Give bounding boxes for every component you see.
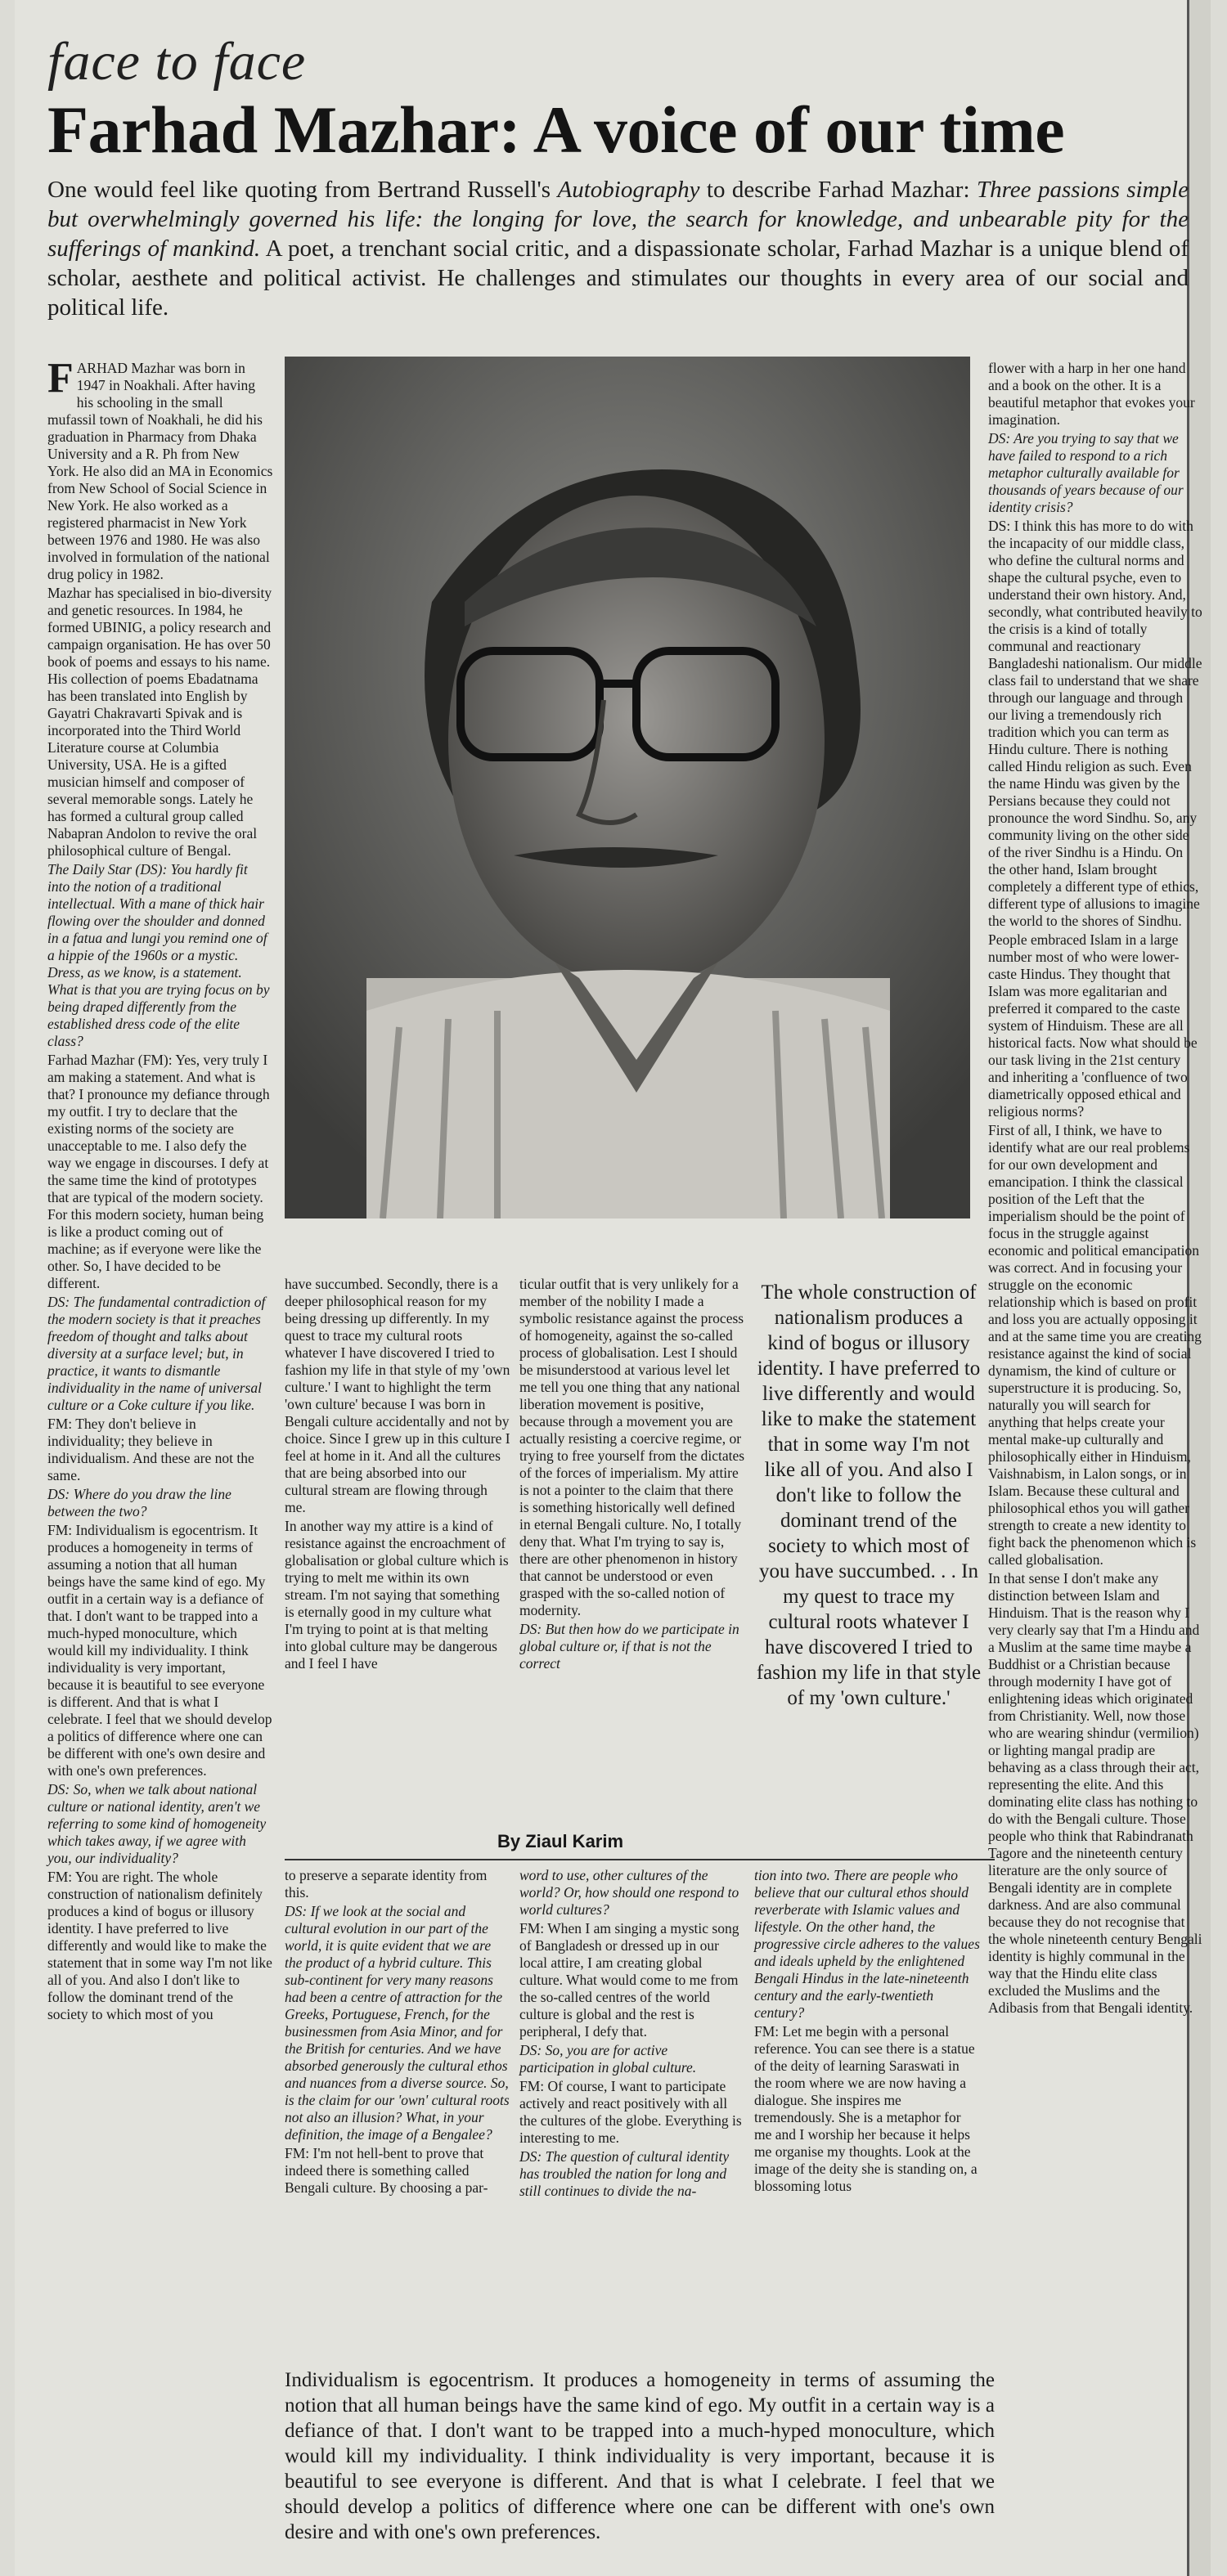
intro-mid: to describe Farhad Mazhar: (699, 177, 977, 203)
answer: to preserve a separate identity from this. (285, 1867, 488, 1901)
answer: FM: They don't believe in individuality; they believe in individualism. And these are not the same. (47, 1416, 254, 1483)
column-3-top (519, 1276, 745, 1674)
question: DS: If we look at the social and cultural evolution in our part of the world, it is quite evident that we are the product of a hybrid culture. This sub-continent for very many reasons had been a centre of attraction for the Greeks, Portuguese, French, for the businessmen from Asia Minor, and for the British for centuries. And we have absorbed generously the cultural ethos and nuances from a diverse source. So, is the claim for our 'own' cultural roots not also an illusion? What, in your definition, the image of a Bengalee? (285, 1903, 510, 2143)
question: DS: But then how do we participate in global culture or, if that is not the correct (519, 1621, 739, 1672)
answer: People embraced Islam in a large number most of who were lower-caste Hindus. They thought that Islam was more egalitarian and preferred it compared to the caste system of Hinduism. These are all historical facts. Now what should be our task living in the 21st century and inheriting a 'confluence of two diametrically opposed ethical and religious norms? (988, 931, 1198, 1120)
question: DS: The fundamental contradiction of the modern society is that it preaches freedom of thought and talks about diversity at a surface level; but, in practice, it wants to dismantle individuality in the name of universal culture or a Coke culture if you like. (47, 1294, 266, 1413)
question: The Daily Star (DS): You hardly fit into the notion of a traditional intellectual. With a mane of thick hair flowing over the shoulder and donned in a fatua and lungi you remind one of a hippie of the 1960s or a mystic. Dress, as we know, is a statement. What is that you are trying focus on by being draped differently from the established dress code of the elite class? (47, 861, 270, 1049)
question: DS: Where do you draw the line between the two? (47, 1486, 231, 1519)
headline: Farhad Mazhar: A voice of our time (47, 92, 1065, 167)
question: DS: So, you are for active participation in global culture. (519, 2042, 697, 2076)
newspaper-page (15, 0, 1211, 2576)
drop-cap: F (47, 355, 74, 402)
intro-book-title: Autobiography (557, 177, 700, 203)
column-2-top (285, 1276, 510, 1674)
answer: have succumbed. Secondly, there is a deeper philosophical reason for my being dressing up differently. In my quest to trace my cultural roots whatever I have discovered I tried to fashion my life in that style of my 'own culture.' I want to highlight the term 'own culture' because I was born in Bengali culture accidentally and not by choice. Since I grew up in this culture I feel at home in it. And all the cultures that are being absorbed into our cultural stream are flowing through me. (285, 1276, 510, 1515)
intro-lead: One would feel like quoting from Bertrand Russell's (47, 177, 558, 203)
section-kicker: face to face (47, 32, 307, 92)
answer: ticular outfit that is very unlikely for a member of the nobility I made a symbolic resistance against the process of homogeneity, against the so-called process of globalisation. Lest I should be misunderstood at various level let me tell you one thing that any national liberation movement is positive, because through a movement you are actually resisting a coercive regime, or trying to free yourself from the dictates of the forces of imperialism. My attire is not a pointer to the claim that there is something historically well defined in eternal Bengali culture. No, I totally deny that. What I'm trying to say is, there are other phenomenon in history that cannot be understood or even grasped with the so-called notion of modernity. (519, 1276, 745, 1618)
portrait-image (285, 357, 970, 1218)
answer: First of all, I think, we have to identify what are our real problems for our own development and emancipation. I think the classical position of the Left that the imperialism should be the point of focus in the struggle against economic and political emancipation was correct. And in focusing your struggle on the economic relationship which is based on profit and loss you are actually opposing it and at the same time you are creating resistance against the kind of social dynamism, the kind of culture or superstructure it is producing. So, naturally you will search for anything that helps create your mental make-up culturally and philosophically either in Hinduism, Vaishnabism, in Lalon songs, or in Islam. Because these cultural and philosophical ethos you will gather strength to create a new identity to fight back the phenomenon which is called globalisation. (988, 1122, 1202, 1568)
question: DS: The question of cultural identity has troubled the nation for long and still continues to divide the na- (519, 2148, 730, 2199)
column-1 (47, 355, 273, 2025)
answer: In another way my attire is a kind of resistance against the encroachment of globalisation or global culture which is trying to melt me within its own stream. I'm not saying that something is eternally good in my culture what I'm trying to point at is that melting into global culture may be dangerous and I feel I have (285, 1518, 509, 1672)
question: DS: Are you trying to say that we have failed to respond to a rich metaphor culturally available for thousands of years because of our identity crisis? (988, 430, 1184, 515)
column-5 (988, 360, 1202, 2018)
answer: DS: I think this has more to do with the incapacity of our middle class, who define the cultural norms and shape the cultural psyche, even to understand their own history. And, secondly, what contributed heavily to the crisis is a kind of totally communal and reactionary Bangladeshi nationalism. Our middle class fail to understand that we share through our language and through our living a tremendously rich tradition which you can term as Hindu culture. There is nothing called Hindu religion as such. Even the name Hindu was given by the Persians because they could not pronounce the word Sindhu. So, any community living on the other side of the river Sindhu is a Hindu. On the other hand, Islam brought completely a different type of ethics, different type of allusions to imagine the world to the shores of Sindhu. (988, 518, 1202, 929)
bio-paragraph-2: Mazhar has specialised in bio-diversity and genetic resources. In 1984, he formed UBINIG, a policy research and campaign organisation. He has over 50 book of poems and essays to his name. His collection of poems Ebadatnama has been translated into English by Gayatri Chakravarti Spivak and is incorporated into the Third World Literature course at Columbia University, USA. He is a gifted musician himself and composer of several memorable songs. Lately he has formed a cultural group called Nabapran Andolon to revive the oral philosophical culture of Bengal. (47, 585, 272, 859)
intro-quote: Three passions simple but overwhelmingly governed his life: the longing for love, the search for knowledge, and unbearable pity for the sufferings of mankind. (47, 177, 1189, 262)
column-4 (754, 1867, 980, 2197)
column-2-bottom (285, 1867, 510, 2198)
portrait-photo (285, 357, 970, 1218)
pull-quote: The whole construction of nationalism produces a kind of bogus or illusory identity. I have preferred to live differently and would like to make the statement that in some way I'm not like all of you. And also I don't like to follow the dominant trend of the society to which most of you have succumbed. . . In my quest to trace my cultural roots whatever I have discovered I tried to fashion my life in that style of my 'own culture.' (756, 1281, 982, 1709)
question: DS: So, when we talk about national culture or national identity, aren't we referring to some kind of homogeneity which takes away, if we agree with you, our individuality? (47, 1781, 267, 1866)
answer: flower with a harp in her one hand and a book on the other. It is a beautiful metaphor that evokes your imagination. (988, 360, 1195, 428)
bottom-pull-quote: Individualism is egocentrism. It produces a homogeneity in terms of assuming the notion that all human beings have the same kind of ego. My outfit in a certain way is a defiance of that. I don't want to be trapped into a much-hyped monoculture, which would kill my individuality. I think individuality is very important, because it is beautiful to see everyone is different. And that is what I celebrate. I feel that we should develop a politics of difference where one can be different with one's own desire and with one's own preferences. (285, 2369, 995, 2543)
answer: FM: You are right. The whole construction of nationalism definitely produces a kind of bogus or illusory identity. I have preferred to live differently and would like to make the statement that in some way I'm not like all of you. And also I don't like to follow the dominant trend of the society to which most of you (47, 1869, 272, 2022)
answer: FM: I'm not hell-bent to prove that indeed there is something called Bengali culture. By choosing a par- (285, 2145, 488, 2196)
bio-paragraph: FARHAD Mazhar was born in 1947 in Noakhali. After having his schooling in the small mufassil town of Noakhali, he did his graduation in Pharmacy from Dhaka University and a R. Ph from New York. He also did an MA in Economics from New School of Social Science in New York. He also worked as a registered pharmacist in New York between 1976 and 1980. He was also involved in formulation of the national drug policy in 1982. (47, 355, 273, 582)
byline: By Ziaul Karim (497, 1831, 624, 1851)
question: word to use, other cultures of the world? Or, how should one respond to world cultures? (519, 1867, 739, 1918)
question: tion into two. There are people who believe that our cultural ethos should reverberate with Islamic values and lifestyle. On the other hand, the progressive circle adheres to the values and ideals upheld by the enlightened Bengali Hindus in the late-nineteenth century and the early-twentieth century? (754, 1867, 980, 2021)
intro-paragraph (47, 175, 1189, 322)
answer: FM: When I am singing a mystic song of Bangladesh or dressed up in our local attire, I am creating global culture. What would come to me from the so-called centres of the world culture is global and the rest is peripheral, I defy that. (519, 1920, 739, 2040)
answer: FM: Let me begin with a personal reference. You can see there is a statue of the deity of learning Saraswati in the room where we are now having a dialogue. She inspires me tremendously. She is a metaphor for me and I worship her because it helps me organise my thoughts. Look at the image of the deity she is standing on, a blossoming lotus (754, 2023, 978, 2194)
intro-rest: A poet, a trenchant social critic, and a dispassionate scholar, Farhad Mazhar is a unique blend of scholar, aesthete and political activist. He challenges and stimulates our thoughts in every area of our social and political life. (47, 236, 1189, 321)
answer: FM: Individualism is egocentrism. It produces a homogeneity in terms of assuming a notion that all human beings have the same kind of ego. My outfit in a certain way is a defiance of that. I don't want to be trapped into a much-hyped monoculture, which would kill my individuality. I think individuality is very important, because it is beautiful to see everyone is different. And that is what I celebrate. I feel that we should develop a politics of difference where one can be different with one's own desire and with one's own preferences. (47, 1522, 272, 1779)
answer: Farhad Mazhar (FM): Yes, very truly I am making a statement. And what is that? I pronounce my defiance through my outfit. I try to declare that the existing norms of the society are unacceptable to me. I also defy the way we engage in discourses. I defy at the same time the kind of prototypes that are typical of the modern society. For this modern society, human being is like a product coming out of machine; as if everyone were like the other. So, I have decided to be different. (47, 1052, 270, 1291)
answer: In that sense I don't make any distinction between Islam and Hinduism. That is the reason why I very clearly say that I'm a Hindu and a Muslim at the same time maybe a Buddhist or a Christian because through modernity I have got of enlightening ideas which originated from Christianity. Well, now those who are wearing shindur (vermilion) or lighting mangal pradip are behaving as a class through their act, representing the elite. And this dominating elite class has nothing to do with the Bengali culture. Those people who think that Rabindranath Tagore and the nineteenth century literature are the only source of Bengali identity are in complete darkness. And are also communal because they do not recognise that the whole nineteenth century Bengali identity is highly communal in the way that the Hindu elite class excluded the Muslims and the Adibasis from that Bengali identity. (988, 1570, 1202, 2016)
column-3-bottom (519, 1867, 745, 2201)
answer: FM: Of course, I want to participate actively and react positively with all the cultures of the globe. Everything is interesting to me. (519, 2078, 742, 2146)
divider-rule (285, 1859, 995, 1860)
